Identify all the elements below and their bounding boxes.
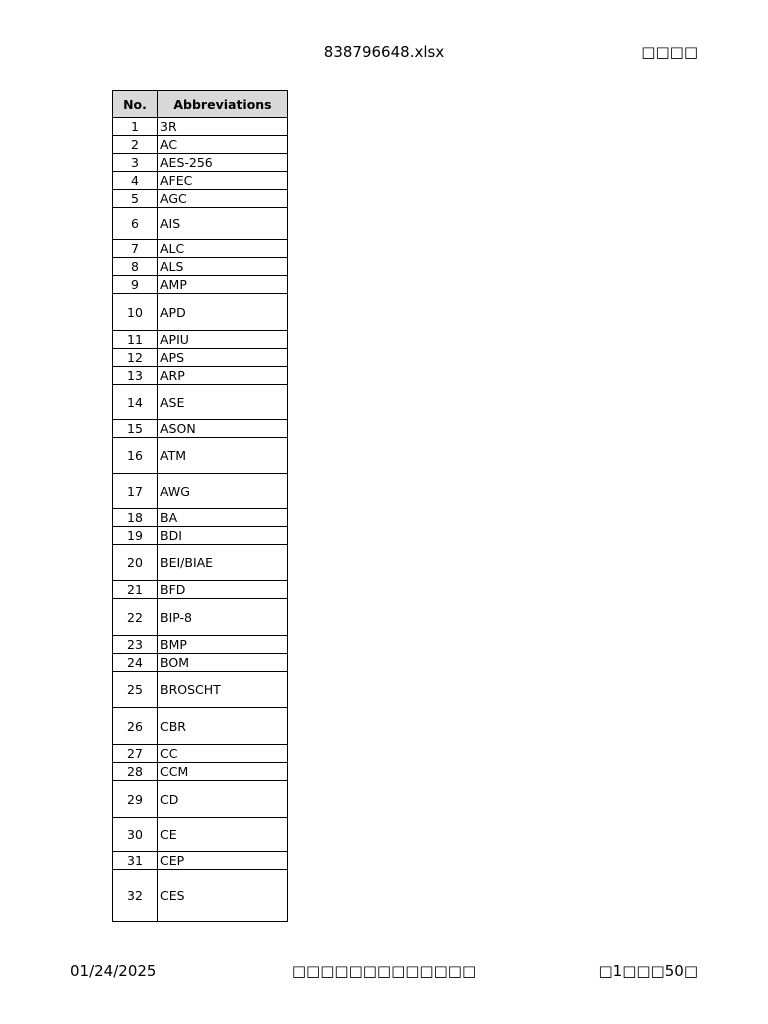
table-header-row	[113, 91, 288, 118]
abbreviation-cell: BA	[158, 509, 288, 527]
abbreviation-cell: AES-256	[158, 154, 288, 172]
abbreviation-cell: ARP	[158, 367, 288, 385]
row-number-cell: 11	[113, 331, 158, 349]
abbreviation-cell: BMP	[158, 636, 288, 654]
table-row	[113, 136, 288, 154]
row-number-cell: 31	[113, 852, 158, 870]
row-number-cell: 23	[113, 636, 158, 654]
abbreviation-cell: CES	[158, 870, 288, 922]
row-number-cell: 21	[113, 581, 158, 599]
row-number-cell: 6	[113, 208, 158, 240]
row-number-cell: 24	[113, 654, 158, 672]
table-row	[113, 258, 288, 276]
file-title: 838796648.xlsx	[323, 43, 445, 61]
abbreviation-cell: ASE	[158, 385, 288, 420]
table-row	[113, 545, 288, 581]
row-number-cell: 29	[113, 781, 158, 818]
abbreviation-cell: CEP	[158, 852, 288, 870]
row-number-cell: 20	[113, 545, 158, 581]
abbreviation-cell: AMP	[158, 276, 288, 294]
abbreviation-cell: AGC	[158, 190, 288, 208]
table-row	[113, 208, 288, 240]
footer-center-text: □□□□□□□□□□□□□	[291, 962, 477, 980]
table-row	[113, 599, 288, 636]
abbreviation-cell: CBR	[158, 708, 288, 745]
abbreviation-cell: BOM	[158, 654, 288, 672]
row-number-cell: 25	[113, 672, 158, 708]
table-row	[113, 581, 288, 599]
abbreviation-cell: AIS	[158, 208, 288, 240]
row-number-cell: 32	[113, 870, 158, 922]
row-number-cell: 8	[113, 258, 158, 276]
column-header-abbreviations: Abbreviations	[158, 91, 288, 118]
abbreviation-cell: APD	[158, 294, 288, 331]
row-number-cell: 2	[113, 136, 158, 154]
header-right-text: □□□□	[641, 43, 698, 61]
table-row	[113, 870, 288, 922]
abbreviation-cell: ALS	[158, 258, 288, 276]
table-row	[113, 438, 288, 474]
table-row	[113, 331, 288, 349]
table-row	[113, 654, 288, 672]
table-row	[113, 276, 288, 294]
row-number-cell: 4	[113, 172, 158, 190]
table-row	[113, 385, 288, 420]
table-row	[113, 852, 288, 870]
row-number-cell: 18	[113, 509, 158, 527]
abbreviation-cell: AC	[158, 136, 288, 154]
abbreviation-cell: CC	[158, 745, 288, 763]
table-row	[113, 763, 288, 781]
print-date: 01/24/2025	[70, 962, 157, 980]
row-number-cell: 1	[113, 118, 158, 136]
row-number-cell: 5	[113, 190, 158, 208]
abbreviation-cell: BDI	[158, 527, 288, 545]
abbreviation-cell: BEI/BIAE	[158, 545, 288, 581]
table-row	[113, 781, 288, 818]
page-number: □1□□□50□	[598, 962, 698, 980]
table-row	[113, 294, 288, 331]
row-number-cell: 7	[113, 240, 158, 258]
table-row	[113, 672, 288, 708]
abbreviation-cell: BFD	[158, 581, 288, 599]
abbreviation-cell: CD	[158, 781, 288, 818]
table-row	[113, 154, 288, 172]
table-row	[113, 190, 288, 208]
table-row	[113, 636, 288, 654]
row-number-cell: 14	[113, 385, 158, 420]
table-row	[113, 708, 288, 745]
abbreviation-cell: ASON	[158, 420, 288, 438]
table-row	[113, 349, 288, 367]
table-row	[113, 420, 288, 438]
row-number-cell: 12	[113, 349, 158, 367]
table-row	[113, 527, 288, 545]
table-body	[113, 118, 288, 922]
row-number-cell: 3	[113, 154, 158, 172]
row-number-cell: 16	[113, 438, 158, 474]
abbreviation-cell: AWG	[158, 474, 288, 509]
table-row	[113, 509, 288, 527]
abbreviation-cell: ALC	[158, 240, 288, 258]
row-number-cell: 30	[113, 818, 158, 852]
table-row	[113, 172, 288, 190]
row-number-cell: 17	[113, 474, 158, 509]
row-number-cell: 22	[113, 599, 158, 636]
abbreviation-cell: BROSCHT	[158, 672, 288, 708]
row-number-cell: 26	[113, 708, 158, 745]
abbreviation-cell: 3R	[158, 118, 288, 136]
row-number-cell: 13	[113, 367, 158, 385]
table-row	[113, 240, 288, 258]
row-number-cell: 10	[113, 294, 158, 331]
table-row	[113, 745, 288, 763]
table-row	[113, 818, 288, 852]
row-number-cell: 27	[113, 745, 158, 763]
abbreviation-cell: APIU	[158, 331, 288, 349]
abbreviation-cell: AFEC	[158, 172, 288, 190]
column-header-no: No.	[113, 91, 158, 118]
abbreviations-table	[112, 90, 288, 922]
row-number-cell: 19	[113, 527, 158, 545]
abbreviation-cell: CCM	[158, 763, 288, 781]
table-row	[113, 118, 288, 136]
row-number-cell: 28	[113, 763, 158, 781]
row-number-cell: 15	[113, 420, 158, 438]
abbreviation-cell: ATM	[158, 438, 288, 474]
abbreviation-cell: BIP-8	[158, 599, 288, 636]
abbreviation-cell: CE	[158, 818, 288, 852]
row-number-cell: 9	[113, 276, 158, 294]
table-row	[113, 474, 288, 509]
abbreviation-cell: APS	[158, 349, 288, 367]
table-row	[113, 367, 288, 385]
